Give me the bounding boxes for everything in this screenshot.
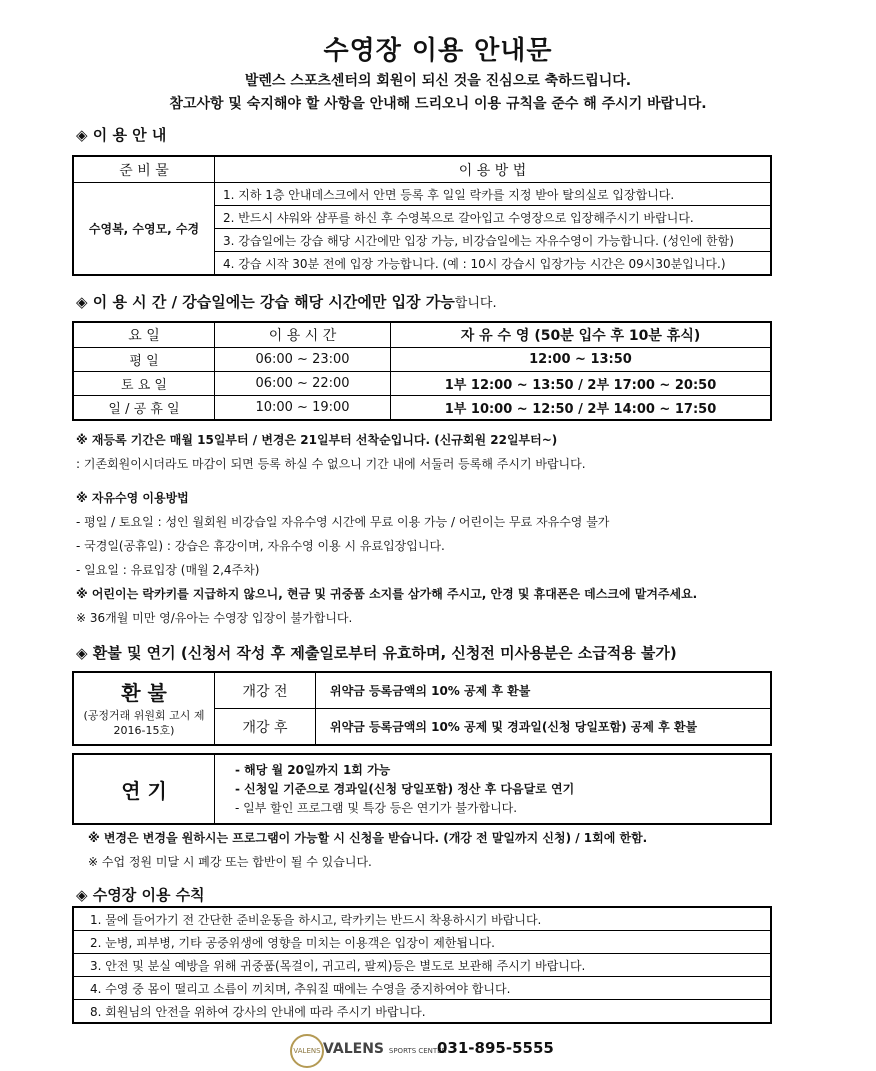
refund-desc: 위약금 등록금액의 10% 공제 후 환불 <box>316 672 772 709</box>
brand-main: VALENS <box>323 1041 385 1057</box>
page-title: 수영장 이용 안내문 <box>323 36 553 66</box>
day-cell: 일 / 공 휴 일 <box>73 396 215 421</box>
hours-cell: 06:00 ~ 23:00 <box>215 348 391 372</box>
note-class-cancel: ※ 수업 정원 미달 시 폐강 또는 합반이 될 수 있습니다. <box>88 855 372 869</box>
free-swim-cell: 1부 12:00 ~ 13:50 / 2부 17:00 ~ 20:50 <box>391 372 772 396</box>
delay-item: - 신청일 기준으로 경과일(신청 당일포함) 정산 후 다음달로 연기 <box>235 781 575 796</box>
delay-item: - 해당 월 20일까지 1회 가능 <box>235 762 391 777</box>
usage-rule: 1. 지하 1층 안내데스크에서 안면 등록 후 일일 락카를 지정 받아 탈의실로 입장합니다. <box>215 183 772 206</box>
note-free-swim-3: - 일요일 : 유료입장 (매월 2,4주차) <box>76 563 260 577</box>
section-rules-heading: ◈ 수영장 이용 수칙 <box>76 886 205 904</box>
day-cell: 평 일 <box>73 348 215 372</box>
hours-col-free: 자 유 수 영 (50분 입수 후 10분 휴식) <box>391 322 772 348</box>
note-infants: ※ 36개월 미만 영/유아는 수영장 입장이 불가합니다. <box>76 611 353 625</box>
note-registration: ※ 재등록 기간은 매월 15일부터 / 변경은 21일부터 선착순입니다. (신규회원 22일부터~) <box>76 433 558 447</box>
free-swim-cell: 1부 10:00 ~ 12:50 / 2부 14:00 ~ 17:50 <box>391 396 772 421</box>
delay-items <box>215 754 772 824</box>
section-usage-heading: ◈ 이 용 안 내 <box>76 126 167 144</box>
hours-heading-tail: 합니다. <box>454 296 497 311</box>
intro-line-1: 발렌스 스포츠센터의 회원이 되신 것을 진심으로 축하드립니다. <box>244 73 632 89</box>
hours-cell: 06:00 ~ 22:00 <box>215 372 391 396</box>
rule-item: 3. 안전 및 분실 예방을 위해 귀중품(목걸이, 귀고리, 팔찌)등은 별도로 보관해 주시기 바랍니다. <box>73 954 771 977</box>
usage-rule: 3. 강습일에는 강습 해당 시간에만 입장 가능, 비강습일에는 자유수영이 가능합니다. (성인에 한함) <box>215 229 772 252</box>
note-free-swim-1: - 평일 / 토요일 : 성인 월회원 비강습일 자유수영 시간에 무료 이용 가능 / 어린이는 무료 자유수영 불가 <box>76 515 610 529</box>
refund-label-cell <box>73 672 215 745</box>
hours-table <box>72 321 772 421</box>
rule-item: 1. 물에 들어가기 전 간단한 준비운동을 하시고, 락카키는 반드시 착용하시기 바랍니다. <box>73 907 771 931</box>
note-free-swim-2: - 국경일(공휴일) : 강습은 휴강이며, 자유수영 이용 시 유료입장입니다. <box>76 539 445 553</box>
col-method-header: 이 용 방 법 <box>215 156 772 183</box>
refund-title: 환 불 <box>121 681 167 705</box>
col-prep-header: 준 비 물 <box>73 156 215 183</box>
table-row <box>73 372 771 396</box>
rule-item: 8. 회원님의 안전을 위하여 강사의 안내에 따라 주시기 바랍니다. <box>73 1000 771 1024</box>
prep-items: 수영복, 수영모, 수경 <box>73 183 215 276</box>
rules-table <box>72 906 772 1024</box>
refund-law: (공정거래 위원회 고시 제 2016-15호) <box>83 709 205 737</box>
note-free-swim-title: ※ 자유수영 이용방법 <box>76 491 189 505</box>
hours-col-day: 요 일 <box>73 322 215 348</box>
refund-desc: 위약금 등록금액의 10% 공제 및 경과일(신청 당일포함) 공제 후 환불 <box>316 709 772 746</box>
hours-cell: 10:00 ~ 19:00 <box>215 396 391 421</box>
day-cell: 토 요 일 <box>73 372 215 396</box>
usage-rule: 4. 강습 시작 30분 전에 입장 가능합니다. (예 : 10시 강습시 입장가능 시간은 09시30분입니다.) <box>215 252 772 276</box>
delay-title: 연 기 <box>73 754 215 824</box>
section-hours-heading <box>76 291 497 312</box>
usage-rule: 2. 반드시 샤워와 샴푸를 하신 후 수영복으로 갈아입고 수영장으로 입장해주시기 바랍니다. <box>215 206 772 229</box>
note-children: ※ 어린이는 락카키를 지급하지 않으니, 현금 및 귀중품 소지를 삼가해 주시고, 안경 및 휴대폰은 데스크에 맡겨주세요. <box>76 587 698 601</box>
table-row <box>73 348 771 372</box>
section-refund-heading: ◈ 환불 및 연기 (신청서 작성 후 제출일로부터 유효하며, 신청전 미사용분은 소급적용 불가) <box>76 644 677 662</box>
free-swim-cell: 12:00 ~ 13:50 <box>391 348 772 372</box>
refund-when: 개강 전 <box>215 672 316 709</box>
refund-table <box>72 671 772 746</box>
valens-logo: VALENS <box>290 1034 324 1068</box>
rule-item: 4. 수영 중 몸이 떨리고 소름이 끼치며, 추워질 때에는 수영을 중지하여야 합니다. <box>73 977 771 1000</box>
brand-sub: SPORTS CENTER <box>388 1047 447 1055</box>
note-registration-detail: : 기존회원이시더라도 마감이 되면 등록 하실 수 없으니 기간 내에 서둘러 등록해 주시기 바랍니다. <box>76 457 586 471</box>
refund-when: 개강 후 <box>215 709 316 746</box>
brand-name <box>323 1041 446 1057</box>
table-row <box>73 396 771 421</box>
phone-number: 031-895-5555 <box>437 1039 554 1057</box>
delay-table <box>72 753 772 825</box>
usage-table <box>72 155 772 276</box>
note-change: ※ 변경은 변경을 원하시는 프로그램이 가능할 시 신청을 받습니다. (개강 전 말일까지 신청) / 1회에 한함. <box>88 831 648 845</box>
hours-col-hours: 이 용 시 간 <box>215 322 391 348</box>
delay-item: - 일부 할인 프로그램 및 특강 등은 연기가 불가합니다. <box>235 800 518 815</box>
intro-line-2: 참고사항 및 숙지해야 할 사항을 안내해 드리오니 이용 규칙을 준수 해 주시기 바랍니다. <box>169 96 707 112</box>
hours-heading-main: ◈ 이 용 시 간 / 강습일에는 강습 해당 시간에만 입장 가능 <box>76 293 455 311</box>
rule-item: 2. 눈병, 피부병, 기타 공중위생에 영향을 미치는 이용객은 입장이 제한됩니다. <box>73 931 771 954</box>
